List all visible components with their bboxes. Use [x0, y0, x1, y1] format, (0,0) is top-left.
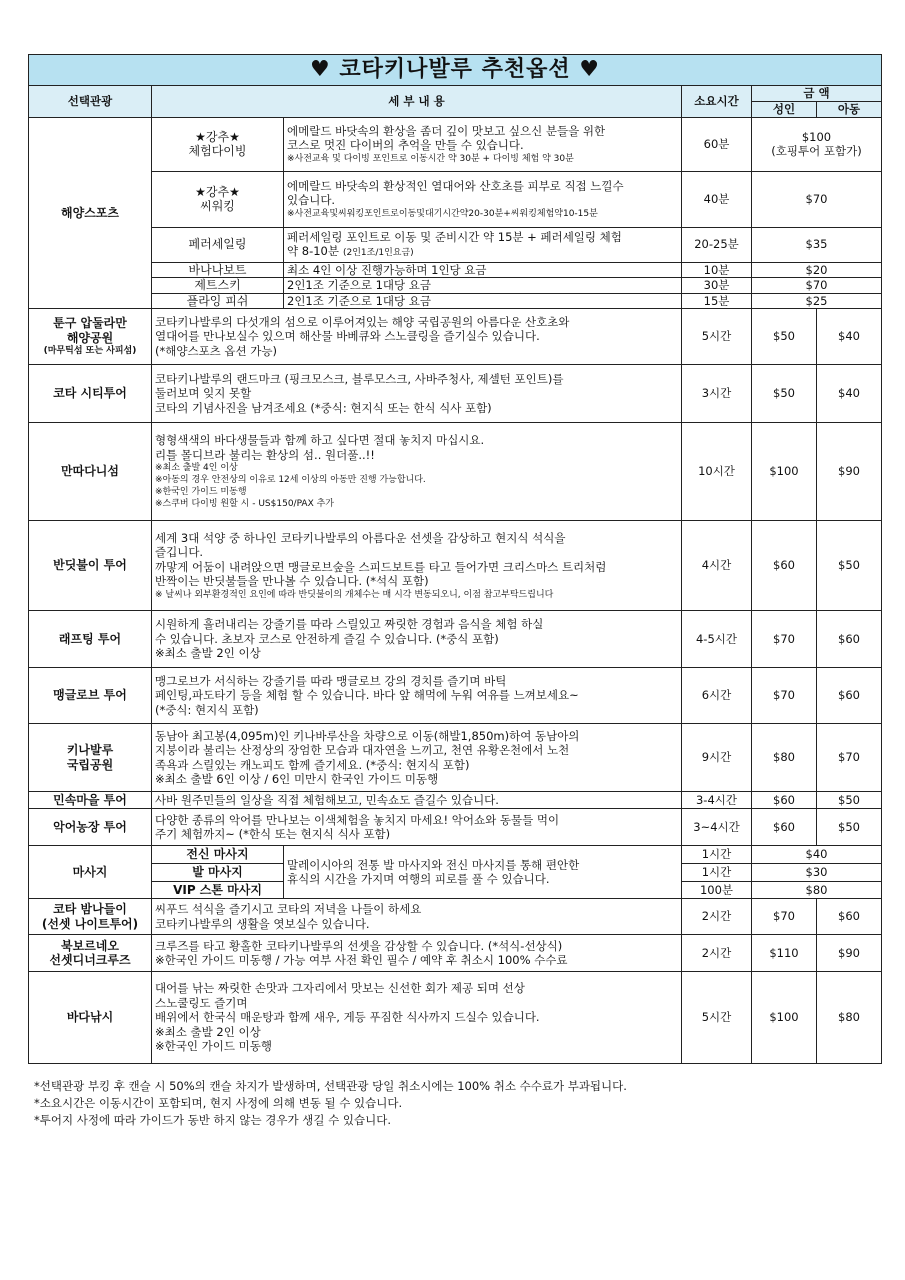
tour-name-line: 북보르네오 [61, 938, 119, 953]
tour-name [29, 792, 152, 809]
tour-name [29, 521, 152, 611]
table-row [29, 117, 882, 171]
adult-price: $60 [752, 792, 817, 809]
tour-name-line: 악어농장 투어 [53, 819, 127, 834]
tour-name-line: 맹글로브 투어 [53, 688, 127, 703]
duration: 40분 [682, 171, 752, 227]
text-line: ※최소 출발 6인 이상 / 6인 미만시 한국인 가이드 미동행 [155, 772, 439, 786]
options-table [28, 54, 882, 1064]
header-adult: 성인 [752, 102, 817, 118]
tour-name [29, 972, 152, 1064]
activity-name-line: 플라잉 피쉬 [186, 293, 249, 308]
adult-price: $110 [752, 935, 817, 972]
text-line: 에메랄드 바닷속의 환상을 좀더 깊이 맛보고 싶으신 분들을 위한 [287, 123, 606, 138]
header-child: 아동 [817, 102, 882, 118]
child-price: $50 [817, 809, 882, 846]
duration: 6시간 [682, 668, 752, 724]
tour-detail [152, 668, 682, 724]
text-line: 2인1조 기준으로 1대당 요금 [287, 278, 432, 292]
tour-detail [152, 792, 682, 809]
detail-line [287, 244, 678, 259]
massage-name: 전신 마사지 [152, 846, 284, 864]
price-line: $35 [805, 237, 828, 252]
duration: 100분 [682, 882, 752, 899]
duration: 2시간 [682, 935, 752, 972]
activity-detail [284, 293, 682, 309]
activity-name [152, 171, 284, 227]
header-detail: 세 부 내 용 [152, 86, 682, 118]
adult-price: $70 [752, 611, 817, 668]
text-line: (*중식: 현지식 포함) [155, 702, 259, 717]
detail-note: ※스쿠버 다이빙 원할 시 - US$150/PAX 추가 [155, 499, 334, 509]
table-row [29, 365, 882, 423]
activity-detail [284, 117, 682, 171]
text-line: ※최소 출발 2인 이상 [155, 1024, 261, 1039]
duration: 9시간 [682, 724, 752, 792]
tour-name-line: 국립공원 [66, 757, 114, 772]
tour-name-line: 코타 시티투어 [53, 386, 127, 401]
duration: 4-5시간 [682, 611, 752, 668]
price-line: $20 [805, 262, 828, 277]
page-title: ♥ 코타키나발루 추천옵션 ♥ [29, 55, 882, 86]
footnotes [34, 1078, 627, 1129]
duration: 10시간 [682, 423, 752, 521]
footnote: *투어지 사정에 따라 가이드가 동반 하지 않는 경우가 생길 수 있습니다. [34, 1113, 392, 1127]
table-row [29, 668, 882, 724]
adult-price: $100 [752, 423, 817, 521]
activity-detail [284, 262, 682, 278]
table-row [29, 423, 882, 521]
tour-name-line: (선셋 나이트투어) [41, 916, 139, 931]
tour-name-line: 해양공원 [66, 330, 114, 345]
adult-price: $100 [752, 972, 817, 1064]
header-time: 소요시간 [682, 86, 752, 118]
text-line: 리틀 몰디브라 불리는 환상의 섬.. 원더풀..!! [155, 447, 375, 462]
tour-name-line: 키나발루 [66, 743, 114, 757]
adult-price: $50 [752, 309, 817, 365]
tour-name-line: 코타 밤나들이 [53, 902, 127, 916]
table-row [29, 278, 882, 294]
price-line: (호핑투어 포함가) [771, 144, 862, 158]
price: $40 [752, 846, 882, 864]
price-line: $70 [805, 191, 828, 206]
adult-price: $70 [752, 899, 817, 935]
text-line: 페인팅,파도타기 등을 체험 할 수 있습니다. 바다 앞 해먹에 누워 여유를 느껴보세요~ [155, 688, 579, 703]
category-massage: 마사지 [29, 846, 152, 899]
text-line: 스노쿨링도 즐기며 [155, 995, 248, 1010]
detail-note: ※ 날씨나 외부환경적인 요인에 따라 반딧불이의 개체수는 매 시각 변동되오니, 이점 참고부탁드립니다 [155, 589, 554, 600]
duration: 2시간 [682, 899, 752, 935]
text-line: (*해양스포츠 옵션 가능) [155, 343, 278, 358]
massage-detail [284, 846, 682, 899]
activity-name-line: 페러세일링 [188, 237, 247, 252]
footnote: *선택관광 부킹 후 캔슬 시 50%의 캔슬 차지가 발생하며, 선택관광 당일 취소시에는 100% 취소 수수료가 부과됩니다. [34, 1079, 627, 1093]
tour-name-line: 선셋디너크루즈 [49, 953, 131, 967]
detail-note: ※아동의 경우 안전상의 이유로 12세 이상의 아동만 진행 가능합니다. [155, 475, 426, 485]
child-price: $50 [817, 521, 882, 611]
activity-name-line: ★강추★ [195, 184, 240, 199]
text-line: 코스로 멋진 다이버의 추억을 만들 수 있습니다. [287, 138, 524, 152]
text-line: 있습니다. [287, 193, 336, 207]
duration: 1시간 [682, 864, 752, 882]
text-line: 코타키나발루의 다섯개의 섬으로 이루어져있는 해양 국립공원의 아름다운 산호초와 [155, 314, 570, 329]
activity-name [152, 117, 284, 171]
tour-name-line: 래프팅 투어 [58, 631, 122, 646]
tour-detail [152, 972, 682, 1064]
text-line: 말레이시아의 전통 발 마사지와 전신 마사지를 통해 편안한 [287, 857, 580, 872]
tour-name [29, 365, 152, 423]
text-line: 열대어를 만나보실수 있으며 해산물 바베큐와 스노클링을 즐기실수 있습니다. [155, 329, 540, 344]
activity-name-line: ★강추★ [195, 129, 240, 144]
table-row [29, 846, 882, 864]
tour-name-note: (마무틱섬 또는 사피섬) [43, 346, 137, 356]
text-line: ※한국인 가이드 미동행 / 가능 여부 사전 확인 필수 / 예약 후 취소시 100% 수수료 [155, 953, 568, 967]
tour-name-line: 바다낚시 [66, 1010, 114, 1025]
tour-detail [152, 899, 682, 935]
text-line: 대어를 낚는 짜릿한 손맛과 그자리에서 맛보는 신선한 회가 제공 되며 선상 [155, 981, 525, 996]
text-line: ※최소 출발 2인 이상 [155, 646, 261, 661]
tour-name-line: 툰구 압둘라만 [53, 316, 127, 330]
price: $30 [752, 864, 882, 882]
adult-price: $80 [752, 724, 817, 792]
tour-name [29, 724, 152, 792]
activity-name-line: 체험다이빙 [188, 144, 247, 158]
duration: 20-25분 [682, 227, 752, 262]
duration: 3시간 [682, 365, 752, 423]
text-line: 크루즈를 타고 황홀한 코타키나발루의 선셋을 감상할 수 있습니다. (*석식-선상식) [155, 938, 563, 953]
duration: 30분 [682, 278, 752, 294]
table-row [29, 521, 882, 611]
table-row [29, 972, 882, 1064]
child-price: $70 [817, 724, 882, 792]
text-line: 사바 원주민들의 일상을 직접 체험해보고, 민속쇼도 즐길수 있습니다. [155, 792, 499, 807]
table-row [29, 792, 882, 809]
table-row [29, 262, 882, 278]
tour-name [29, 668, 152, 724]
table-row [29, 724, 882, 792]
text-line: 에메랄드 바닷속의 환상적인 열대어와 산호초를 피부로 직접 느낄수 [287, 178, 624, 193]
tour-detail [152, 809, 682, 846]
price [752, 278, 882, 294]
activity-name [152, 227, 284, 262]
tour-name [29, 809, 152, 846]
tour-name [29, 309, 152, 365]
price [752, 171, 882, 227]
table-row [29, 935, 882, 972]
adult-price: $60 [752, 521, 817, 611]
child-price: $60 [817, 668, 882, 724]
tour-name [29, 423, 152, 521]
duration: 4시간 [682, 521, 752, 611]
text-line: 세계 3대 석양 중 하나인 코타키나발루의 아름다운 선셋을 감상하고 현지식 석식을 [155, 530, 566, 545]
activity-name-line: 바나나보트 [188, 262, 247, 277]
duration: 3~4시간 [682, 809, 752, 846]
text-line: ※한국인 가이드 미동행 [155, 1039, 272, 1054]
tour-name-line: 민속마을 투어 [53, 792, 127, 807]
child-price: $90 [817, 423, 882, 521]
activity-name-line: 씨워킹 [200, 199, 235, 213]
tour-name [29, 611, 152, 668]
table-row [29, 293, 882, 309]
child-price: $40 [817, 309, 882, 365]
table-row [29, 899, 882, 935]
text-line: 코타키나발루의 생활을 엿보실수 있습니다. [155, 916, 370, 931]
duration: 3-4시간 [682, 792, 752, 809]
price [752, 227, 882, 262]
activity-detail [284, 278, 682, 294]
text-line: 페러세일링 포인트로 이동 및 준비시간 약 15분 + 페러세일링 체험 [287, 229, 622, 244]
duration: 60분 [682, 117, 752, 171]
text-line: 코타의 기념사진을 남겨조세요 (*중식: 현지식 또는 한식 식사 포함) [155, 400, 492, 415]
tour-detail [152, 521, 682, 611]
footnote: *소요시간은 이동시간이 포함되며, 현지 사정에 의해 변동 될 수 있습니다. [34, 1096, 403, 1110]
text-line: 코타키나발루의 랜드마크 (핑크모스크, 블루모스크, 사바주청사, 제셀턴 포인트)를 [155, 371, 564, 386]
price [752, 293, 882, 309]
text-line: 다양한 종류의 악어를 만나보는 이색체험을 놓치지 마세요! 악어쇼와 동물들 먹이 [155, 812, 560, 827]
child-price: $50 [817, 792, 882, 809]
text-line: 반짝이는 반딧불들을 만나볼 수 있습니다. (*석식 포함) [155, 574, 429, 588]
child-price: $60 [817, 611, 882, 668]
text-line: 씨푸드 석식을 즐기시고 코타의 저녁을 나들이 하세요 [155, 902, 422, 916]
child-price: $40 [817, 365, 882, 423]
duration: 1시간 [682, 846, 752, 864]
massage-name: 발 마사지 [152, 864, 284, 882]
adult-price: $70 [752, 668, 817, 724]
text-line: 형형색색의 바다생물들과 함께 하고 싶다면 절대 놓치지 마십시요. [155, 433, 485, 447]
text-line: 즐깁니다. [155, 545, 204, 559]
activity-name [152, 262, 284, 278]
detail-note: ※사전교육및씨워킹포인트로이동및대기시간약20-30분+씨워킹체험약10-15분 [287, 208, 598, 219]
table-row [29, 809, 882, 846]
detail-note: ※한국인 가이드 미동행 [155, 487, 247, 497]
text-line: 족욕과 스릴있는 캐노피도 함께 즐기세요. (*중식: 현지식 포함) [155, 757, 470, 772]
child-price: $90 [817, 935, 882, 972]
text-line: 최소 4인 이상 진행가능하며 1인당 요금 [287, 262, 487, 277]
adult-price: $50 [752, 365, 817, 423]
text-line: 수 있습니다. 초보자 코스로 안전하게 즐길 수 있습니다. (*중식 포함) [155, 631, 499, 646]
price: $80 [752, 882, 882, 899]
price-line: $70 [805, 278, 828, 292]
text-line: 배위에서 한국식 매운탕과 함께 새우, 게등 푸짐한 식사까지 드실수 있습니다. [155, 1010, 540, 1025]
table-row [29, 611, 882, 668]
tour-detail [152, 611, 682, 668]
duration: 10분 [682, 262, 752, 278]
activity-name [152, 293, 284, 309]
table-row [29, 171, 882, 227]
detail-note: (2인1조/1인요금) [342, 248, 414, 259]
tour-name [29, 899, 152, 935]
text-line: 둘러보며 잊지 못할 [155, 386, 252, 401]
text-line: 맹그로브가 서식하는 강줄기를 따라 맹글로브 강의 경치를 즐기며 바틱 [155, 673, 507, 688]
detail-note: ※사전교육 및 다이빙 포인트로 이동시간 약 30분 + 다이빙 체험 약 30분 [287, 153, 574, 164]
tour-detail [152, 365, 682, 423]
text-line: 시원하게 흘러내리는 강줄기를 따라 스릴있고 짜릿한 경험과 음식을 체험 하실 [155, 617, 544, 632]
tour-detail [152, 724, 682, 792]
massage-name: VIP 스톤 마사지 [152, 882, 284, 899]
detail-text: 약 8-10분 [287, 244, 339, 259]
adult-price: $60 [752, 809, 817, 846]
child-price: $60 [817, 899, 882, 935]
text-line: 주기 체험까지~ (*한식 또는 현지식 식사 포함) [155, 827, 391, 841]
tour-detail [152, 935, 682, 972]
table-row [29, 227, 882, 262]
tour-name [29, 935, 152, 972]
child-price: $80 [817, 972, 882, 1064]
text-line: 휴식의 시간을 가지며 여행의 피로를 풀 수 있습니다. [287, 872, 550, 886]
options-sheet [28, 54, 881, 1064]
tour-detail [152, 309, 682, 365]
activity-detail [284, 227, 682, 262]
table-row [29, 309, 882, 365]
header-price: 금 액 [752, 86, 882, 102]
text-line: 까맣게 어둠이 내려앉으면 맹글로브숲을 스피드보트를 타고 들어가면 크리스마스 트리처럼 [155, 559, 607, 574]
category-marine: 해양스포츠 [29, 117, 152, 309]
price [752, 262, 882, 278]
tour-name-line: 반딧불이 투어 [53, 558, 127, 573]
duration: 5시간 [682, 309, 752, 365]
duration: 5시간 [682, 972, 752, 1064]
activity-detail [284, 171, 682, 227]
header-select: 선택관광 [29, 86, 152, 118]
text-line: 동남아 최고봉(4,095m)인 키나바루산을 차량으로 이동(해발1,850m)하여 동남아의 [155, 728, 580, 743]
price-line: $25 [805, 293, 828, 308]
activity-name-line: 제트스키 [194, 278, 241, 292]
price [752, 117, 882, 171]
duration: 15분 [682, 293, 752, 309]
price-line: $100 [801, 129, 832, 144]
detail-note: ※최소 출발 4인 이상 [155, 463, 238, 473]
text-line: 지붕이라 불리는 산정상의 장엄한 모습과 대자연을 느끼고, 천연 유황온천에서 노천 [155, 743, 570, 757]
text-line: 2인1조 기준으로 1대당 요금 [287, 293, 432, 308]
tour-detail [152, 423, 682, 521]
activity-name [152, 278, 284, 294]
tour-name-line: 만따다니섬 [61, 464, 119, 479]
